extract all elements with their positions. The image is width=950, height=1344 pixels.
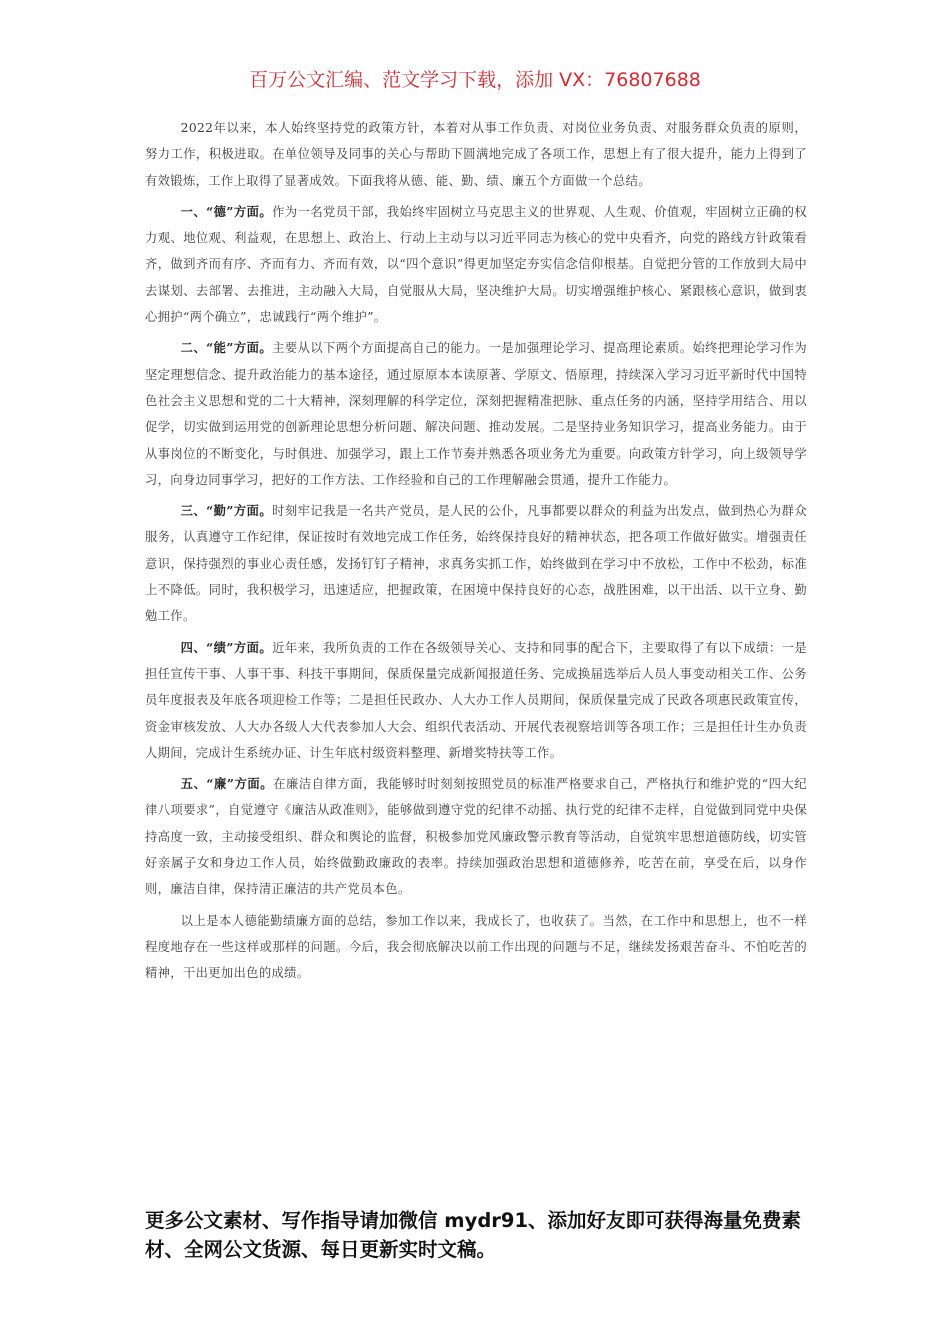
section-text: 在廉洁自律方面，我能够时时刻刻按照党员的标准严格要求自己，严格执行和维护党的“四大纪律八项要求”，自觉遵守《廉洁从政准则》，能够做到遵守党的纪律不动摇、执行党的纪律不走样，自觉做到同党中央保持高度一致，主动接受组织、群众和舆论的监督，积极参加党风廉政警示教育等活动，自觉筑牢思想道德防线，切实管好亲属子女和身边工作人员，始终做勤政廉政的表率。持续加强政治思想和道德修养，吃苦在前，享受在后，以身作则，廉洁自律，保持清正廉洁的共产党员本色。 [145,777,807,897]
section-text: 作为一名党员干部，我始终牢固树立马克思主义的世界观、人生观、价值观，牢固树立正确的权力观、地位观、利益观，在思想上、政治上、行动上主动与以习近平同志为核心的党中央看齐，向党的路线方针政策看齐，做到齐而有序、齐而有力、齐而有效，以“四个意识”得更加坚定夯实信念信仰根基。自觉把分管的工作放到大局中去谋划、去部署、去推进，主动融入大局，自觉服从大局，坚决维护大局。切实增强维护核心、紧跟核心意识，做到衷心拥护“两个确立”，忠诚践行“两个维护”。 [145,204,807,325]
footer-promo: 更多公文素材、写作指导请加微信 mydr91、添加好友即可获得海量免费素材、全网公文货源、每日更新实时文稿。 [145,1209,802,1261]
document-body [145,115,807,992]
section-text: 主要从以下两个方面提高自己的能力。一是加强理论学习、提高理论素质。始终把理论学习作为坚定理想信念、提升政治能力的基本途径，通过原原本本读原著、学原文、悟原理，持续深入学习习近平新时代中国特色社会主义思想和党的二十大精神，深刻理解的科学定位，深刻把握精准把脉、重点任务的内涵，坚持学用结合、用以促学，切实做到运用党的创新理论思想分析问题、解决问题、推动发展。二是坚持业务知识学习，提高业务能力。由于从事岗位的不断变化，与时俱进、加强学习，跟上工作节奏并熟悉各项业务尤为重要。向政策方针学习，向上级领导学习，向身边同事学习，把好的工作方法、工作经验和自己的工作理解融会贯通，提升工作能力。 [145,341,807,487]
intro-paragraph: 2022年以来，本人始终坚持党的政策方针，本着对从事工作负责、对岗位业务负责、对服务群众负责的原则，努力工作，积极进取。在单位领导及同事的关心与帮助下圆满地完成了各项工作，思想上有了很大提升，能力上得到了有效锻炼，工作上取得了显著成效。下面我将从德、能、勤、绩、廉五个方面做一个总结。 [145,121,807,188]
section-lian [145,771,807,902]
section-heading: 二、“能”方面。 [180,340,273,356]
section-heading: 四、“绩”方面。 [180,639,273,655]
section-heading: 五、“廉”方面。 [180,776,274,792]
section-qin [145,498,807,629]
section-neng [145,335,807,493]
promo-banner: 百万公文汇编、范文学习下载，添加 VX：76807688 [249,69,701,91]
section-heading: 一、“德”方面。 [180,203,273,219]
section-ji [145,635,807,766]
section-text: 时刻牢记我是一名共产党员，是人民的公仆，凡事都要以群众的利益为出发点，做到热心为群众服务，认真遵守工作纪律，保证按时有效地完成工作任务，始终保持良好的精神状态，把各项工作做好做实。增强责任意识，保持强烈的事业心责任感，发扬钉钉子精神，求真务实抓工作，始终做到在学习中不放松，工作中不松劲，标准上不降低。同时，我积极学习，迅速适应，把握政策，在困境中保持良好的心态，战胜困难，以干出活、以干立身、勤勉工作。 [145,504,807,624]
section-de [145,199,807,330]
conclusion-paragraph: 以上是本人德能勤绩廉方面的总结，参加工作以来，我成长了，也收获了。当然，在工作中和思想上，也不一样程度地存在一些这样或那样的问题。今后，我会彻底解决以前工作出现的问题与不足，继续发扬艰苦奋斗、不怕吃苦的精神，干出更加出色的成绩。 [145,913,807,981]
section-heading: 三、“勤”方面。 [180,503,273,519]
section-text: 近年来，我所负责的工作在各级领导关心、支持和同事的配合下，主要取得了有以下成绩：一是担任宣传干事、人事干事、科技干事期间，保质保量完成新闻报道任务、完成换届选举后人员人事变动相关工作、公务员年度报表及年底各项迎检工作等；二是担任民政办、人大办工作人员期间，保质保量完成了民政各项惠民政策宣传，资金审核发放、人大办各级人大代表参加人大会、组织代表活动、开展代表视察培训等各项工作；三是担任计生办负责人期间，完成计生系统办证、计生年底村级资料整理、新增奖特扶等工作。 [145,640,807,760]
